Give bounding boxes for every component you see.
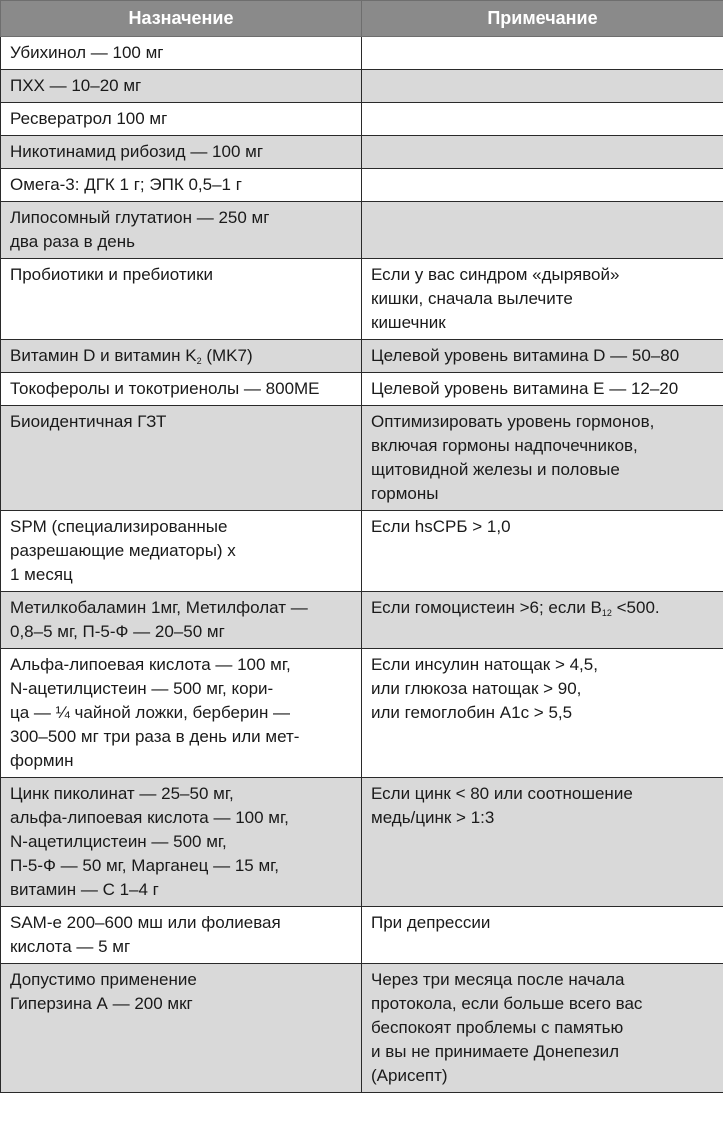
table-row xyxy=(1,907,723,964)
table-row xyxy=(1,511,723,592)
header-row xyxy=(1,1,723,37)
note-cell: Если у вас синдром «дырявой» кишки, сначала вылечите кишечник xyxy=(362,259,723,340)
note-text: Если гомоцистеин >6; если B xyxy=(371,598,602,617)
note-cell xyxy=(362,169,723,202)
note-cell: Целевой уровень витамина Е — 12–20 xyxy=(362,373,723,406)
note-cell xyxy=(362,70,723,103)
prescription-cell: Ресвератрол 100 мг xyxy=(1,103,362,136)
prescription-cell: SPM (специализированные разрешающие медиаторы) x 1 месяц xyxy=(1,511,362,592)
table-row xyxy=(1,592,723,649)
note-cell xyxy=(362,202,723,259)
header-note: Примечание xyxy=(362,1,723,37)
prescription-cell: Токоферолы и токотриенолы — 800МЕ xyxy=(1,373,362,406)
prescription-text: Витамин D и витамин K xyxy=(10,346,197,365)
table-row xyxy=(1,649,723,778)
table-row xyxy=(1,373,723,406)
note-cell xyxy=(362,103,723,136)
note-text: <500. xyxy=(611,598,660,617)
prescription-cell: ПХХ — 10–20 мг xyxy=(1,70,362,103)
note-cell xyxy=(362,592,723,649)
note-cell: Если hsCРБ > 1,0 xyxy=(362,511,723,592)
note-cell xyxy=(362,37,723,70)
table-row xyxy=(1,37,723,70)
prescription-cell: Цинк пиколинат — 25–50 мг, альфа-липоевая кислота — 100 мг, N-ацетилцистеин — 500 мг, П-5-Ф — 50 мг, Марганец — 15 мг, витамин — С 1–4 г xyxy=(1,778,362,907)
prescription-cell: Допустимо применение Гиперзина А — 200 мкг xyxy=(1,964,362,1093)
header-prescription: Назначение xyxy=(1,1,362,37)
table-row xyxy=(1,169,723,202)
prescription-cell: Убихинол — 100 мг xyxy=(1,37,362,70)
prescription-cell: SAM-е 200–600 мш или фолиевая кислота — 5 мг xyxy=(1,907,362,964)
table-row xyxy=(1,406,723,511)
subscript: 12 xyxy=(601,608,612,618)
prescription-cell: Пробиотики и пребиотики xyxy=(1,259,362,340)
prescription-cell: Метилкобаламин 1мг, Метилфолат — 0,8–5 мг, П-5-Ф — 20–50 мг xyxy=(1,592,362,649)
note-cell: Целевой уровень витамина D — 50–80 xyxy=(362,340,723,373)
table-row xyxy=(1,103,723,136)
table-row xyxy=(1,202,723,259)
table-row xyxy=(1,259,723,340)
note-cell: При депрессии xyxy=(362,907,723,964)
note-cell: Если цинк < 80 или соотношение медь/цинк > 1:3 xyxy=(362,778,723,907)
prescription-cell: Липосомный глутатион — 250 мг два раза в день xyxy=(1,202,362,259)
prescription-cell: Альфа-липоевая кислота — 100 мг, N-ацетилцистеин — 500 мг, кори- ца — ¼ чайной ложки, берберин — 300–500 мг три раза в день или мет- формин xyxy=(1,649,362,778)
prescription-cell xyxy=(1,340,362,373)
note-cell: Оптимизировать уровень гормонов, включая гормоны надпочечников, щитовидной железы и половые гормоны xyxy=(362,406,723,511)
prescription-cell: Биоидентичная ГЗТ xyxy=(1,406,362,511)
prescription-cell: Никотинамид рибозид — 100 мг xyxy=(1,136,362,169)
prescription-text: (MK7) xyxy=(201,346,253,365)
table-row xyxy=(1,136,723,169)
note-cell xyxy=(362,136,723,169)
subscript: 2 xyxy=(196,356,202,366)
table-row xyxy=(1,778,723,907)
note-cell: Через три месяца после начала протокола, если больше всего вас беспокоят проблемы с памятью и вы не принимаете Донепезил (Арисепт) xyxy=(362,964,723,1093)
prescription-cell: Омега-3: ДГК 1 г; ЭПК 0,5–1 г xyxy=(1,169,362,202)
table-row xyxy=(1,340,723,373)
table-row xyxy=(1,964,723,1093)
note-cell: Если инсулин натощак > 4,5, или глюкоза натощак > 90, или гемоглобин A1c > 5,5 xyxy=(362,649,723,778)
table-row xyxy=(1,70,723,103)
